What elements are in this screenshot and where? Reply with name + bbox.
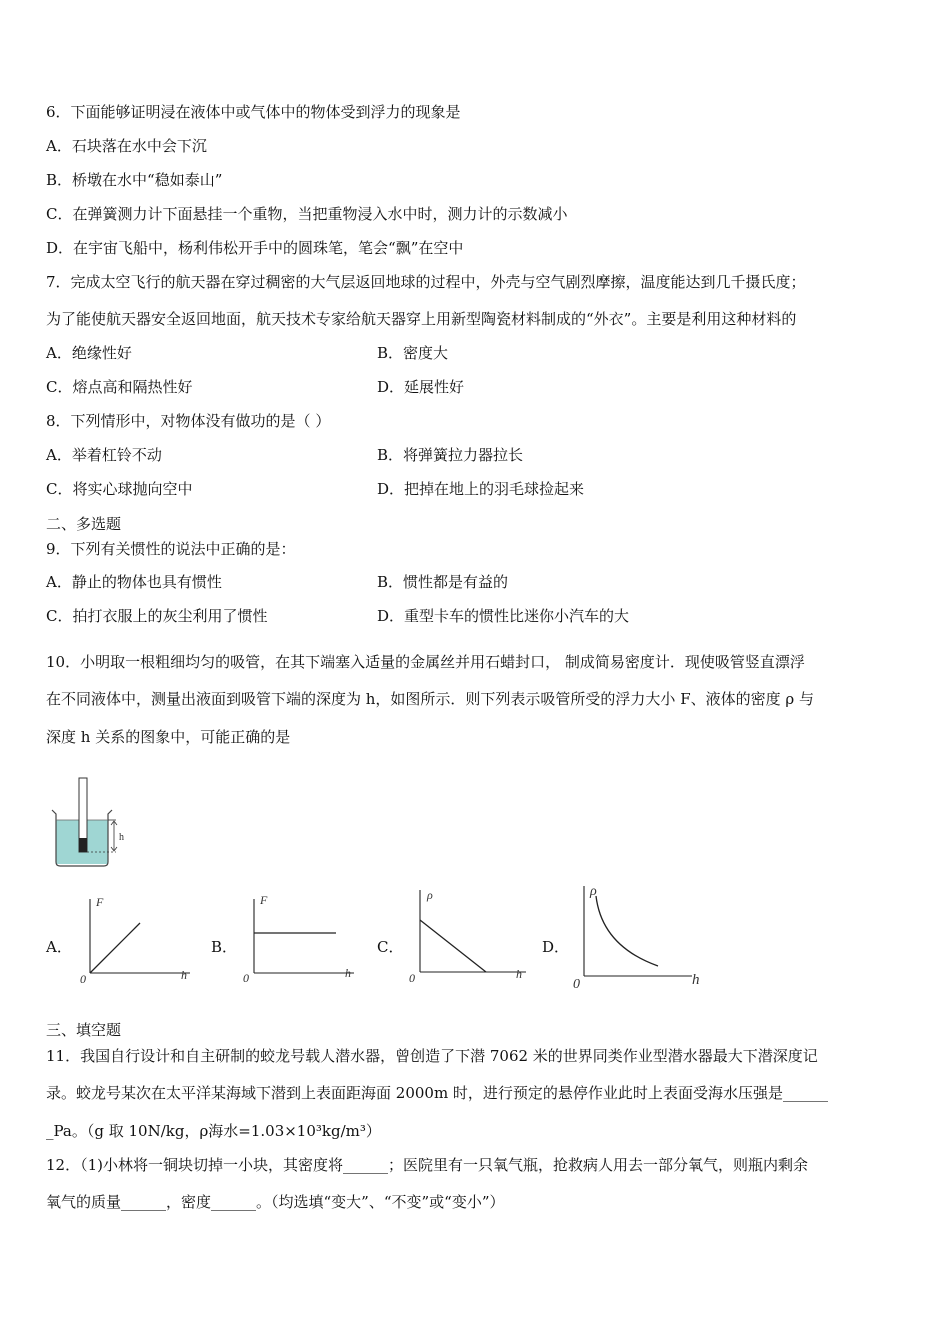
q10-option-a-label: A． — [46, 938, 72, 956]
y-axis-label: ρ — [590, 884, 597, 899]
q10-option-b-label: B． — [211, 938, 238, 956]
q11-stem-line3: _Pa。（g 取 10N/kg，ρ海水=1.03×10³kg/m³） — [46, 1122, 381, 1140]
q10-stem-line2: 在不同液体中，测量出液面到吸管下端的深度为 h，如图所示．则下列表示吸管所受的浮力大小 F、液体的密度 ρ 与 — [46, 690, 814, 708]
q7-stem-line1: 7．完成太空飞行的航天器在穿过稠密的大气层返回地球的过程中，外壳与空气剧烈摩擦，温度能达到几千摄氏度； — [46, 273, 806, 291]
q10-stem-line3: 深度 h 关系的图象中，可能正确的是 — [46, 728, 291, 746]
section-heading-fill-blank: 三、填空题 — [46, 1021, 122, 1039]
q9-option-b: B．惯性都是有益的 — [377, 573, 509, 591]
q10-option-c-label: C． — [377, 938, 404, 956]
q12-stem-line1: 12．（1)小林将一铜块切掉一小块，其密度将______；医院里有一只氧气瓶，抢救病人用去一部分氧气，则瓶内剩余 — [46, 1156, 808, 1174]
q8-option-b: B．将弹簧拉力器拉长 — [377, 446, 524, 464]
q7-stem-line2: 为了能使航天器安全返回地面，航天技术专家给航天器穿上用新型陶瓷材料制成的“外衣”。主要是利用这种材料的 — [46, 310, 797, 328]
origin-label: 0 — [80, 972, 86, 986]
graph-a — [78, 893, 198, 988]
y-axis-label: ρ — [427, 888, 433, 902]
q6-stem: 6．下面能够证明浸在液体中或气体中的物体受到浮力的现象是 — [46, 103, 461, 121]
graph-d — [572, 880, 712, 990]
graph-b — [242, 893, 362, 988]
q9-option-d: D．重型卡车的惯性比迷你小汽车的大 — [377, 607, 630, 625]
graph-c-line — [420, 920, 486, 972]
origin-label: 0 — [573, 977, 580, 990]
q8-stem: 8．下列情形中，对物体没有做功的是（ ） — [46, 412, 331, 430]
q9-stem: 9．下列有关惯性的说法中正确的是： — [46, 540, 296, 558]
q6-option-d: D．在宇宙飞船中，杨利伟松开手中的圆珠笔，笔会“飘”在空中 — [46, 239, 464, 257]
origin-label: 0 — [409, 971, 415, 985]
q9-option-c: C．拍打衣服上的灰尘利用了惯性 — [46, 607, 268, 625]
q12-stem-line2: 氧气的质量______，密度______。（均选填“变大”、“不变”或“变小”） — [46, 1193, 505, 1211]
q6-option-a: A．石块落在水中会下沉 — [46, 137, 207, 155]
x-axis-label: h — [345, 966, 351, 980]
y-axis-label: F — [96, 895, 104, 909]
q11-stem-line2: 录。蛟龙号某次在太平洋某海域下潜到上表面距海面 2000m 时，进行预定的悬停作业此时上表面受海水压强是______ — [46, 1084, 828, 1102]
y-axis-label: F — [260, 893, 268, 907]
straw-weight — [79, 838, 87, 852]
q7-option-b: B．密度大 — [377, 344, 449, 362]
q7-option-d: D．延展性好 — [377, 378, 465, 396]
beaker-figure — [44, 776, 134, 872]
graph-d-curve — [596, 896, 658, 966]
depth-label: h — [119, 832, 124, 843]
q8-option-c: C．将实心球抛向空中 — [46, 480, 193, 498]
origin-label: 0 — [243, 971, 249, 985]
x-axis-label: h — [692, 972, 700, 988]
section-heading-multi-choice: 二、多选题 — [46, 515, 122, 533]
q9-option-a: A．静止的物体也具有惯性 — [46, 573, 222, 591]
q7-option-a: A．绝缘性好 — [46, 344, 132, 362]
q11-stem-line1: 11．我国自行设计和自主研制的蛟龙号载人潜水器，曾创造了下潜 7062 米的世界同类作业型潜水器最大下潜深度记 — [46, 1047, 818, 1065]
q10-option-d-label: D． — [542, 938, 570, 956]
x-axis-label: h — [516, 967, 522, 981]
graph-a-line — [90, 923, 140, 973]
q6-option-b: B．桥墩在水中“稳如泰山” — [46, 171, 223, 189]
q8-option-a: A．举着杠铃不动 — [46, 446, 162, 464]
q6-option-c: C．在弹簧测力计下面悬挂一个重物，当把重物浸入水中时，测力计的示数减小 — [46, 205, 568, 223]
graph-c — [408, 886, 533, 986]
q10-stem-line1: 10．小明取一根粗细均匀的吸管，在其下端塞入适量的金属丝并用石蜡封口， 制成简易密度计．现使吸管竖直漂浮 — [46, 653, 805, 671]
x-axis-label: h — [181, 968, 187, 982]
q8-option-d: D．把掉在地上的羽毛球捡起来 — [377, 480, 585, 498]
q7-option-c: C．熔点高和隔热性好 — [46, 378, 193, 396]
